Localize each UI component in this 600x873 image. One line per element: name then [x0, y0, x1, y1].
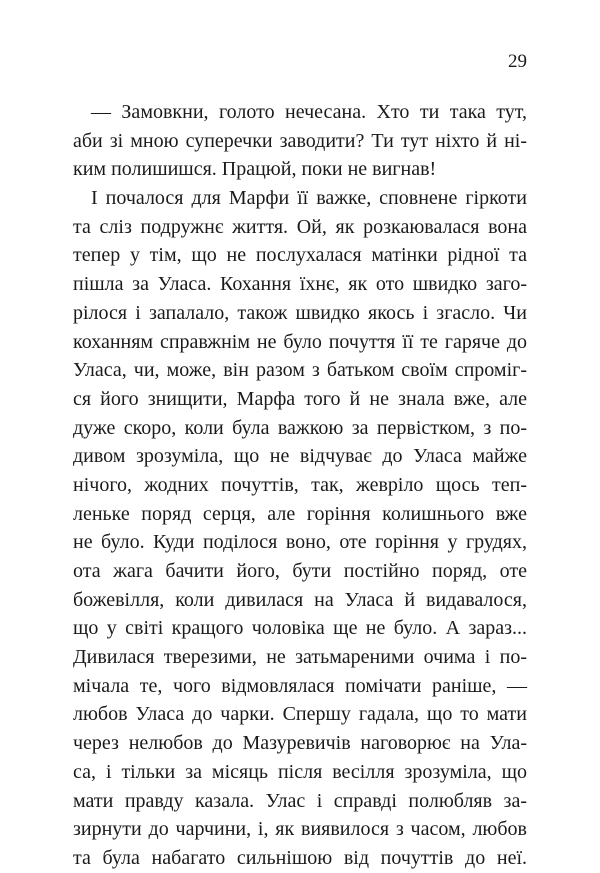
text-line: леньке поряд серця, але горіння колишнього вже — [73, 502, 527, 525]
text-line: Уласа, чи, може, він разом з батьком своїм спроміг- — [73, 359, 527, 382]
text-line: пішла за Уласа. Кохання їхнє, як ото швидко заго- — [73, 273, 527, 296]
text-line: зирнути до чарчини, і, як виявилося з часом, любов — [73, 818, 527, 841]
text-line: що у світі кращого чоловіка ще не було. А зараз... — [73, 617, 527, 640]
text-line: Дивилася тверезими, не затьмареними очима і по- — [73, 646, 527, 669]
text-line: та сліз подружнє життя. Ой, як розкаювалася вона — [73, 215, 527, 238]
text-line: любов Уласа до чарки. Спершу гадала, що то мати — [73, 703, 527, 726]
text-line: рілося і запалало, також швидко якось і згасло. Чи — [73, 301, 527, 324]
text-line: мічала те, чого відмовлялася помічати раніше, — — [73, 674, 527, 697]
text-line: нічого, жодних почуттів, так, жевріло щось теп- — [73, 473, 527, 496]
text-line: та була набагато сильнішою від почуттів до неї. — [73, 846, 527, 869]
text-line: аби зі мною суперечки заводити? Ти тут ніхто й ні- — [73, 129, 527, 152]
text-line: ся його знищити, Марфа того й не знала вже, але — [73, 387, 527, 410]
text-line: дивом зрозуміла, що не відчуває до Уласа майже — [73, 445, 527, 468]
text-line: са, і тільки за місяць після весілля зрозуміла, що — [73, 760, 527, 783]
text-line: не було. Куди поділося воно, оте горіння у грудях, — [73, 531, 527, 554]
text-line: дуже скоро, коли була важкою за первістком, з по- — [73, 416, 527, 439]
page-number: 29 — [508, 51, 527, 72]
text-line: тепер у тім, що не послухалася матінки рідної та — [73, 244, 527, 267]
body-text — [73, 98, 527, 873]
text-line: божевілля, коли дивилася на Уласа й видавалося, — [73, 588, 527, 611]
text-line: — Замовкни, голото нечесана. Хто ти така тут, — [91, 101, 527, 123]
text-line: коханням справжнім не було почуття її те гаряче до — [73, 330, 527, 353]
text-line: через нелюбов до Мазуревичів наговорює на Ула- — [73, 732, 527, 755]
text-line: І почалося для Марфи її важке, сповнене гіркоти — [91, 187, 527, 210]
text-line: ким полишишся. Працюй, поки не вигнав! — [73, 158, 437, 181]
text-line: мати правду казала. Улас і справді полюбляв за- — [73, 789, 527, 812]
text-line: ота жага бачити його, бути постійно поряд, оте — [73, 560, 527, 582]
